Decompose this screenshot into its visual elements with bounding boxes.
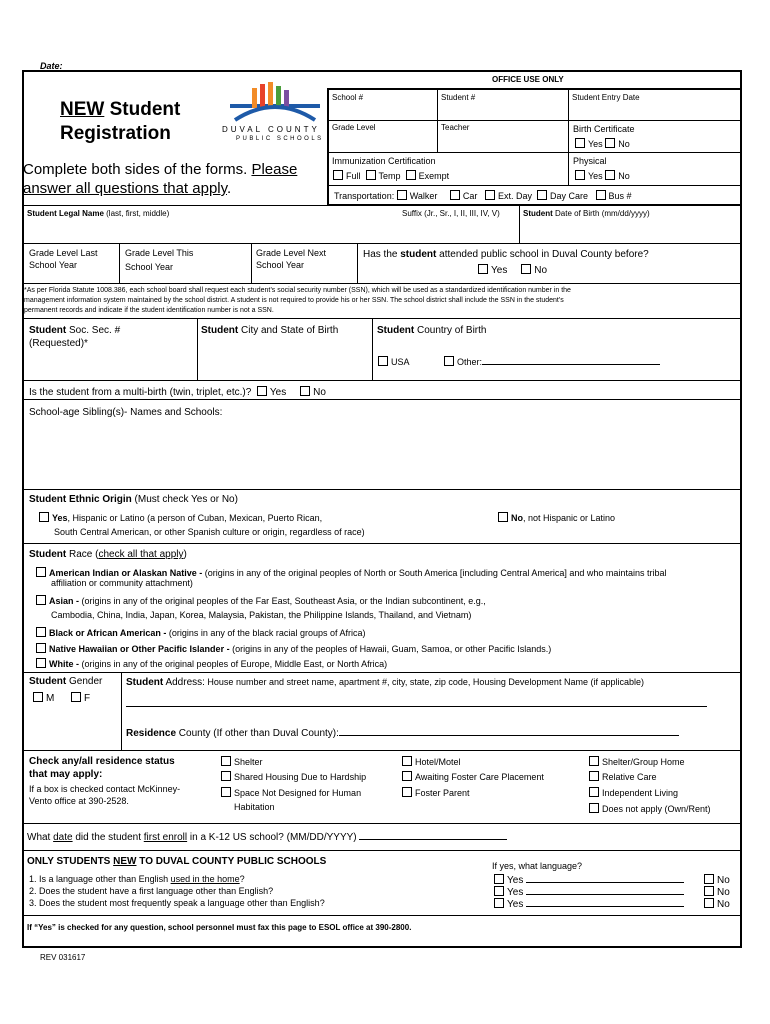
esol-q2-yes-checkbox[interactable]: [494, 886, 504, 896]
status-awaiting-foster: Awaiting Foster Care Placement: [402, 771, 544, 782]
esol-q3-yes: Yes: [494, 898, 684, 910]
office-school-label: School #: [332, 93, 364, 102]
ssn-note-1: *As per Florida Statute 1008.386, each school board shall request each student’s social security number (SSN), which will be used as a standardized identification number in the: [24, 287, 571, 294]
office-use-box: [327, 88, 742, 206]
suffix-label: Suffix (Jr., Sr., I, II, III, IV, V): [402, 209, 500, 218]
multibirth-no-checkbox[interactable]: [300, 386, 310, 396]
race-asian-checkbox[interactable]: [36, 595, 46, 605]
physical-yes-checkbox[interactable]: [575, 170, 585, 180]
esol-q1-yes-checkbox[interactable]: [494, 874, 504, 884]
esol-q1: 1. Is a language other than English used in the home?: [29, 874, 245, 884]
grade-last-label-1: Grade Level Last: [29, 248, 98, 258]
country-birth-label: Student Country of Birth: [377, 325, 487, 336]
physical-options: Yes No: [575, 170, 630, 181]
physical-no-checkbox[interactable]: [605, 170, 615, 180]
attended-options: Yes No: [478, 264, 547, 276]
ssn-note-2: management information system maintained by the school district. A student is not required to provide his or her SSN. The school district shall include the SSN in the student’s: [24, 297, 564, 304]
esol-q1-no-checkbox[interactable]: [704, 874, 714, 884]
hispanic-yes: Yes, Hispanic or Latino (a person of Cuban, Mexican, Puerto Rican,: [39, 512, 322, 523]
status-space-not-designed: Space Not Designed for Human: [221, 787, 361, 798]
independent-living-checkbox[interactable]: [589, 787, 599, 797]
esol-q3: 3. Does the student most frequently speak a language other than English?: [29, 898, 325, 908]
office-physical-label: Physical: [573, 156, 607, 166]
multibirth-question: Is the student from a multi-birth (twin, triplet, etc.)? Yes No: [29, 387, 326, 398]
date-label: Date:: [40, 61, 63, 71]
ssn-note-3: permanent records and indicate if the student identification number is not a SSN.: [24, 307, 274, 314]
legal-name-label: Student Legal Name (last, first, middle): [27, 209, 170, 218]
instructions: Complete both sides of the forms. Please answer all questions that apply.: [23, 161, 298, 197]
ssn-label: Student Soc. Sec. #: [29, 325, 121, 336]
office-entry-date-label: Student Entry Date: [572, 93, 640, 102]
group-home-checkbox[interactable]: [589, 756, 599, 766]
esol-q2-language-blank[interactable]: [526, 886, 684, 895]
status-shelter: Shelter: [221, 756, 263, 767]
birth-cert-options: Yes No: [575, 138, 630, 149]
walker-checkbox[interactable]: [397, 190, 407, 200]
race-american-indian: American Indian or Alaskan Native - (origins in any of the original peoples of North or South America [including Central America] and who maintains tribal: [36, 567, 666, 578]
esol-fax-note: If “Yes” is checked for any question, school personnel must fax this page to ESOL office at 390-2800.: [27, 923, 412, 932]
city-state-birth-label: Student City and State of Birth: [201, 325, 339, 336]
race-black-checkbox[interactable]: [36, 627, 46, 637]
hispanic-yes-line2: South Central American, or other Spanish culture or origin, regardless of race): [54, 527, 365, 537]
esol-q2-no-checkbox[interactable]: [704, 886, 714, 896]
esol-q3-yes-checkbox[interactable]: [494, 898, 504, 908]
esol-q3-no: No: [704, 898, 730, 910]
hispanic-no: No, not Hispanic or Latino: [498, 512, 615, 523]
relative-care-checkbox[interactable]: [589, 771, 599, 781]
status-hotel: Hotel/Motel: [402, 756, 461, 767]
residence-county-blank[interactable]: [339, 727, 679, 736]
status-habitation: Habitation: [234, 802, 275, 812]
gender-options: M F: [33, 692, 90, 704]
status-title-1: Check any/all residence status: [29, 756, 175, 767]
esol-q3-language-blank[interactable]: [526, 898, 684, 907]
esol-q2-no: No: [704, 886, 730, 898]
esol-q1-yes: Yes: [494, 874, 684, 886]
race-pacific-islander: Native Hawaiian or Other Pacific Islander - (origins in any of the peoples of Hawaii, Guam, Samoa, or other Pacific Islands.): [36, 643, 551, 654]
race-asian-line2: Cambodia, China, India, Japan, Korea, Malaysia, Pakistan, the Philippine Islands, Thailand, and Vietnam): [51, 610, 472, 620]
grade-this-label-1: Grade Level This: [125, 248, 194, 258]
esol-q2-yes: Yes: [494, 886, 684, 898]
office-birth-cert-label: Birth Certificate: [573, 124, 635, 134]
gender-label: Student Gender: [29, 676, 103, 687]
attended-yes-checkbox[interactable]: [478, 264, 488, 274]
status-title-2: that may apply:: [29, 769, 103, 780]
esol-q2: 2. Does the student have a first language other than English?: [29, 886, 274, 896]
race-black: Black or African American - (origins in any of the black racial groups of Africa): [36, 627, 365, 638]
race-white-checkbox[interactable]: [36, 658, 46, 668]
other-country-blank[interactable]: [482, 356, 660, 365]
office-use-header: OFFICE USE ONLY: [492, 75, 564, 84]
day-care-checkbox[interactable]: [537, 190, 547, 200]
office-teacher-label: Teacher: [441, 123, 470, 132]
esol-q1-language-blank[interactable]: [526, 874, 684, 883]
imm-full-checkbox[interactable]: [333, 170, 343, 180]
race-american-indian-line2: affiliation or community attachment): [51, 578, 193, 588]
esol-if-yes: If yes, what language?: [492, 861, 583, 871]
esol-q1-no: No: [704, 874, 730, 886]
logo-text-2: PUBLIC SCHOOLS: [236, 136, 324, 142]
first-enroll-question: What date did the student first enroll in a K-12 US school? (MM/DD/YYYY): [27, 831, 507, 843]
other-country-checkbox[interactable]: [444, 356, 454, 366]
ssn-requested-label: (Requested)*: [29, 338, 88, 349]
birth-cert-no-checkbox[interactable]: [605, 138, 615, 148]
shelter-checkbox[interactable]: [221, 756, 231, 766]
ethnic-origin-label: Student Ethnic Origin (Must check Yes or No): [29, 494, 238, 505]
grade-next-label-2: School Year: [256, 260, 305, 270]
country-usa: USA: [378, 356, 410, 367]
hispanic-yes-checkbox[interactable]: [39, 512, 49, 522]
immunization-options: Full Temp Exempt: [333, 170, 449, 181]
country-other: Other:: [444, 356, 660, 367]
status-note-1: If a box is checked contact McKinney-: [29, 784, 181, 794]
residence-county-label: Residence County (If other than Duval County):: [126, 727, 679, 739]
foster-parent-checkbox[interactable]: [402, 787, 412, 797]
bridge-icon: [230, 80, 320, 124]
gender-m-checkbox[interactable]: [33, 692, 43, 702]
address-blank[interactable]: [126, 706, 707, 707]
car-checkbox[interactable]: [450, 190, 460, 200]
space-not-designed-checkbox[interactable]: [221, 787, 231, 797]
multibirth-yes-checkbox[interactable]: [257, 386, 267, 396]
esol-title: ONLY STUDENTS NEW TO DUVAL COUNTY PUBLIC SCHOOLS: [27, 856, 327, 867]
office-student-label: Student #: [441, 93, 476, 102]
grade-this-label-2: School Year: [125, 262, 174, 272]
siblings-label: School-age Sibling(s)- Names and Schools:: [29, 407, 223, 418]
race-asian: Asian - (origins in any of the original peoples of the Far East, Southeast Asia, or the Indian subcontinent, e.g.,: [36, 595, 486, 606]
status-does-not-apply: Does not apply (Own/Rent): [589, 803, 711, 814]
awaiting-foster-checkbox[interactable]: [402, 771, 412, 781]
status-shared-housing: Shared Housing Due to Hardship: [221, 771, 366, 782]
bus-checkbox[interactable]: [596, 190, 606, 200]
does-not-apply-checkbox[interactable]: [589, 803, 599, 813]
status-foster-parent: Foster Parent: [402, 787, 470, 798]
status-relative-care: Relative Care: [589, 771, 657, 782]
form-title-line2: Registration: [60, 123, 171, 144]
race-label: Student Race (check all that apply): [29, 549, 187, 560]
race-white: White - (origins in any of the original peoples of Europe, Middle East, or North Africa): [36, 658, 387, 669]
race-american-indian-checkbox[interactable]: [36, 567, 46, 577]
birth-cert-yes-checkbox[interactable]: [575, 138, 585, 148]
race-pacific-islander-checkbox[interactable]: [36, 643, 46, 653]
shared-housing-checkbox[interactable]: [221, 771, 231, 781]
hotel-checkbox[interactable]: [402, 756, 412, 766]
status-group-home: Shelter/Group Home: [589, 756, 685, 767]
status-independent-living: Independent Living: [589, 787, 678, 798]
duval-logo: [230, 80, 320, 124]
grade-last-label-2: School Year: [29, 260, 78, 270]
ext-day-checkbox[interactable]: [485, 190, 495, 200]
form-title-line1: NEW Student: [60, 99, 181, 120]
attended-no-checkbox[interactable]: [521, 264, 531, 274]
esol-q3-no-checkbox[interactable]: [704, 898, 714, 908]
gender-f-checkbox[interactable]: [71, 692, 81, 702]
first-enroll-blank[interactable]: [359, 831, 507, 840]
attended-question: Has the student attended public school in Duval County before?: [363, 249, 649, 260]
office-immunization-label: Immunization Certification: [332, 156, 436, 166]
address-label: Student Address: House number and street name, apartment #, city, state, zip code, Housing Development Name (if applicable): [126, 677, 644, 688]
usa-checkbox[interactable]: [378, 356, 388, 366]
transportation-row: Transportation: Walker Car Ext. Day Day Care Bus #: [334, 191, 632, 201]
status-note-2: Vento office at 390-2528.: [29, 796, 129, 806]
revision-label: REV 031617: [40, 953, 86, 962]
grade-next-label-1: Grade Level Next: [256, 248, 327, 258]
imm-exempt-checkbox[interactable]: [406, 170, 416, 180]
dob-label: Student Date of Birth (mm/dd/yyyy): [523, 209, 650, 218]
office-grade-level-label: Grade Level: [332, 123, 376, 132]
logo-text-1: DUVAL COUNTY: [222, 125, 320, 134]
hispanic-no-checkbox[interactable]: [498, 512, 508, 522]
imm-temp-checkbox[interactable]: [366, 170, 376, 180]
